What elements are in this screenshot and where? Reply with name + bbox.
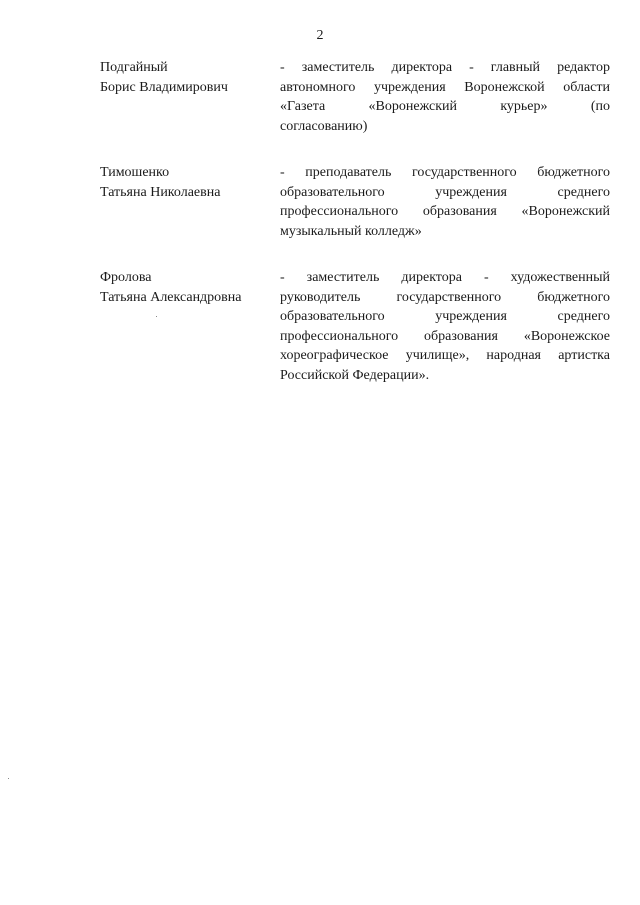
position-line: образовательного учреждения среднего: [280, 184, 610, 200]
position-line: - заместитель директора - главный редактор: [280, 60, 610, 75]
position-line: профессионального образования «Воронежский: [280, 204, 610, 219]
position-line: Российской Федерации».: [280, 367, 430, 383]
member-name: [100, 58, 280, 97]
member-given-names: Татьяна Александровна: [100, 289, 242, 305]
member-surname: Подгайный: [100, 60, 168, 75]
position-line: - заместитель директора - художественный: [280, 270, 610, 285]
member-list: [100, 58, 610, 412]
scan-speck: [8, 778, 9, 779]
member-given-names: Борис Владимирович: [100, 79, 228, 95]
position-line: профессионального образования «Воронежское: [280, 328, 610, 344]
position-line: согласованию): [280, 118, 368, 134]
member-given-names: Татьяна Николаевна: [100, 184, 221, 200]
member-entry: [100, 268, 610, 385]
position-line: музыкальный колледж»: [280, 223, 422, 239]
position-line: образовательного учреждения среднего: [280, 309, 610, 324]
member-position: [280, 58, 610, 136]
member-surname: Фролова: [100, 270, 152, 285]
position-line: хореографическое училище», народная артистка: [280, 348, 610, 363]
member-surname: Тимошенко: [100, 165, 170, 180]
position-line: автономного учреждения Воронежской области: [280, 79, 610, 95]
member-position: [280, 268, 610, 385]
position-line: руководитель государственного бюджетного: [280, 289, 610, 305]
member-name: [100, 163, 280, 202]
member-entry: [100, 163, 610, 241]
position-line: - преподаватель государственного бюджетного: [280, 165, 610, 180]
scan-speck: [156, 316, 157, 317]
position-line: «Газета «Воронежский курьер» (по: [280, 99, 610, 114]
member-name: [100, 268, 280, 307]
member-entry: [100, 58, 610, 136]
page-number: 2: [316, 28, 324, 43]
member-position: [280, 163, 610, 241]
